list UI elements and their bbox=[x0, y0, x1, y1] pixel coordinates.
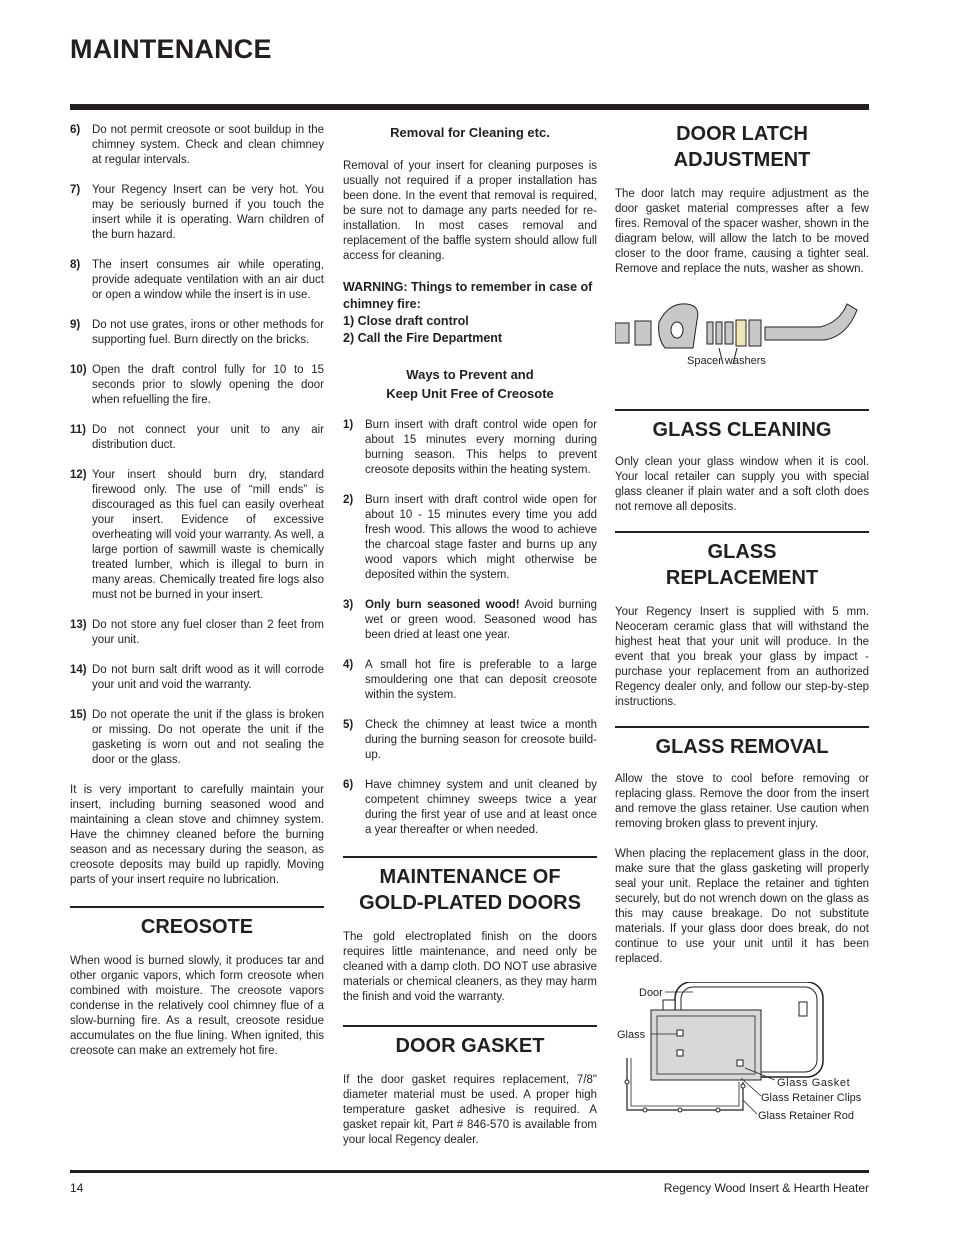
list-item-text: A small hot fire is preferable to a large smouldering one that can deposit creosote within the system. bbox=[365, 659, 597, 701]
safety-list bbox=[70, 123, 324, 768]
latch-title-line-2: ADJUSTMENT bbox=[673, 149, 811, 171]
list-item-rest: Avoid burning wet or green wood. Seasoned wood has been dried at least one year. bbox=[365, 599, 597, 641]
section-rule bbox=[615, 726, 869, 728]
glass-label: Glass bbox=[617, 1029, 646, 1041]
ways-title-line-2: Keep Unit Free of Creosote bbox=[386, 386, 554, 401]
list-item bbox=[70, 468, 324, 603]
list-item-text: Do not connect your unit to any air distribution duct. bbox=[92, 424, 324, 451]
list-item-text: Do not operate the unit if the glass is broken or missing. Do not operate the unit if the gasketing is worn out and not sealing the door or the glass. bbox=[92, 709, 324, 766]
list-item-number: 15) bbox=[70, 709, 87, 721]
list-item-text: Check the chimney at least twice a month during the burning season for creosote build-up. bbox=[365, 719, 597, 761]
glass-removal-title: GLASS REMOVAL bbox=[655, 736, 829, 758]
list-item-number: 7) bbox=[70, 184, 81, 196]
glass-door-diagram bbox=[615, 982, 869, 1132]
list-item-number: 1) bbox=[343, 419, 354, 431]
list-item-text: The insert consumes air while operating, provide adequate ventilation with an air duct or open a window while the insert is in use. bbox=[92, 259, 324, 301]
warning-step-1: 1) Close draft control bbox=[343, 314, 469, 328]
column-middle bbox=[343, 123, 597, 1163]
list-item-text: Open the draft control fully for 10 to 15 seconds prior to slowly opening the door when refuelling the fire. bbox=[92, 364, 324, 406]
list-item-text: Do not permit creosote or soot buildup in the chimney system. Check and clean chimney at regular intervals. bbox=[92, 124, 324, 166]
section-rule bbox=[615, 531, 869, 533]
list-item-text: Burn insert with draft control wide open for about 10 - 15 minutes every time you add fresh wood. This allows the wood to achieve the charcoal stage faster and burns up any wood vapors which might otherwise be deposited within the system. bbox=[365, 494, 597, 581]
ways-title bbox=[343, 365, 597, 403]
door-label: Door bbox=[639, 987, 663, 999]
glass-cleaning-title: GLASS CLEANING bbox=[652, 419, 832, 441]
glass-removal-text-1: Allow the stove to cool before removing or replacing glass. Remove the door from the insert and remove the glass retainer. Use caution when removing broken glass to prevent injury. bbox=[615, 773, 869, 830]
door-gasket-title: DOOR GASKET bbox=[395, 1035, 545, 1057]
door-latch-text: The door latch may require adjustment as the door gasket material compresses after a few fires. Removal of the spacer washer, shown in the diagram below, will allow the latch to be moved closer to the door frame, causing a tighter seal. Remove and replace the nuts, washer as shown. bbox=[615, 188, 869, 275]
list-item bbox=[70, 363, 324, 408]
glass-removal-text-2: When placing the replacement glass in the door, make sure that the glass gasketing will properly seal your unit. Replace the retainer and tighten securely, but do not wrench down on the glass as this may cause breakage. Do not substitute materials. If your glass door does break, do not continue to use your unit until it has been replaced. bbox=[615, 848, 869, 965]
list-item bbox=[343, 418, 597, 478]
section-rule bbox=[70, 906, 324, 908]
glass-retainer-clips-label: Glass Retainer Clips bbox=[761, 1092, 862, 1104]
removal-text: Removal of your insert for cleaning purposes is usually not required if a proper installation has been done. In the event that removal is required, be sure not to damage any parts needed for re-installation. In most cases removal and replacement of the baffle system should allow full access for cleaning. bbox=[343, 160, 597, 262]
list-item-emphasis: Only burn seasoned wood! bbox=[365, 599, 520, 611]
list-item bbox=[70, 708, 324, 768]
maintenance-closing-paragraph: It is very important to carefully maintain your insert, including burning seasoned wood and maintaining a clean stove and chimney system. Have the chimney cleaned before the burning season and as necessary during the season, as creosote deposits may build up rapidly. Moving parts of your insert require no lubrication. bbox=[70, 784, 324, 886]
list-item-text: Burn insert with draft control wide open for about 15 minutes every morning during burning season. This helps to prevent creosote deposits within the heating system. bbox=[365, 419, 597, 476]
list-item bbox=[70, 618, 324, 648]
list-item bbox=[70, 423, 324, 453]
gold-title-line-1: MAINTENANCE OF bbox=[379, 866, 561, 888]
list-item-number: 14) bbox=[70, 664, 87, 676]
list-item bbox=[70, 183, 324, 243]
latch-diagram bbox=[615, 292, 869, 387]
glass-repl-title-line-1: GLASS bbox=[707, 541, 777, 563]
door-latch-title bbox=[615, 121, 869, 173]
list-item-number: 8) bbox=[70, 259, 81, 271]
column-left bbox=[70, 123, 324, 1074]
list-item bbox=[70, 663, 324, 693]
section-rule bbox=[343, 1025, 597, 1027]
column-right bbox=[615, 123, 869, 1132]
removal-title: Removal for Cleaning etc. bbox=[390, 125, 550, 140]
list-item-number: 6) bbox=[343, 779, 354, 791]
list-item bbox=[343, 493, 597, 583]
list-item-text: Do not use grates, irons or other methods for supporting fuel. Burn directly on the bricks. bbox=[92, 319, 324, 346]
creosote-title: CREOSOTE bbox=[140, 916, 254, 938]
glass-cleaning-text: Only clean your glass window when it is cool. Your local retailer can supply you with special glass cleaner if plain water and a soft cloth does not remove all deposits. bbox=[615, 456, 869, 513]
spacer-washers-label: Spacer washers bbox=[687, 355, 766, 367]
ways-title-line-1: Ways to Prevent and bbox=[406, 367, 534, 382]
list-item-number: 4) bbox=[343, 659, 354, 671]
page-title: MAINTENANCE bbox=[70, 34, 272, 64]
list-item bbox=[343, 658, 597, 703]
list-item bbox=[343, 598, 597, 643]
glass-gasket-label: Glass Gasket bbox=[777, 1077, 851, 1089]
list-item-number: 3) bbox=[343, 599, 354, 611]
list-item bbox=[343, 718, 597, 763]
footer-rule bbox=[70, 1170, 869, 1173]
list-item-number: 9) bbox=[70, 319, 81, 331]
door-gasket-text: If the door gasket requires replacement, 7/8" diameter material must be used. A proper high temperature gasket adhesive is required. A gasket repair kit, Part # 846-570 is available from your local Regency dealer. bbox=[343, 1074, 597, 1146]
creosote-text: When wood is burned slowly, it produces tar and other organic vapors, which form creosote when combined with moisture. The creosote vapors condense in the relatively cool chimney flue of a slow-burning fire. As a result, creosote residue accumulates on the flue lining. When ignited, this creosote can make an extremely hot fire. bbox=[70, 955, 324, 1057]
glass-replacement-text: Your Regency Insert is supplied with 5 mm. Neoceram ceramic glass that will withstand the highest heat that your unit will produce. In the event that you break your glass by impact - purchase your replacement from an authorized Regency dealer only, and follow our step-by-step instructions. bbox=[615, 606, 869, 708]
page-number: 14 bbox=[70, 1181, 84, 1195]
list-item-number: 10) bbox=[70, 364, 87, 376]
gold-doors-title bbox=[343, 864, 597, 916]
list-item bbox=[70, 318, 324, 348]
gold-title-line-2: GOLD-PLATED DOORS bbox=[359, 892, 581, 914]
list-item bbox=[70, 123, 324, 168]
list-item-text: Do not store any fuel closer than 2 feet from your unit. bbox=[92, 619, 324, 646]
warning-heading: WARNING: Things to remember in case of chimney fire: bbox=[343, 280, 593, 311]
list-item-number: 2) bbox=[343, 494, 354, 506]
warning-step-2: 2) Call the Fire Department bbox=[343, 331, 503, 345]
list-item-number: 13) bbox=[70, 619, 87, 631]
section-rule bbox=[343, 856, 597, 858]
glass-repl-title-line-2: REPLACEMENT bbox=[665, 567, 819, 589]
gold-doors-text: The gold electroplated finish on the doors requires little maintenance, and need only be cleaned with a damp cloth. DO NOT use abrasive materials or chemical cleaners, as they may harm the finish and void the warranty. bbox=[343, 931, 597, 1003]
list-item-number: 12) bbox=[70, 469, 87, 481]
list-item-text bbox=[365, 598, 597, 643]
header-rule bbox=[70, 104, 869, 110]
glass-retainer-rod-label: Glass Retainer Rod bbox=[758, 1110, 854, 1122]
list-item-text: Do not burn salt drift wood as it will corrode your unit and void the warranty. bbox=[92, 664, 324, 691]
footer-title: Regency Wood Insert & Hearth Heater bbox=[663, 1181, 869, 1195]
section-rule bbox=[615, 409, 869, 411]
creosote-prevention-list bbox=[343, 418, 597, 838]
list-item bbox=[343, 778, 597, 838]
list-item bbox=[70, 258, 324, 303]
list-item-number: 6) bbox=[70, 124, 81, 136]
list-item-text: Your Regency Insert can be very hot. You may be seriously burned if you touch the insert while it is operating. Warn children of the burn hazard. bbox=[92, 184, 324, 241]
list-item-text: Have chimney system and unit cleaned by competent chimney sweeps twice a year during the first year of use and at least once a year thereafter or when needed. bbox=[365, 779, 597, 836]
list-item-number: 5) bbox=[343, 719, 354, 731]
glass-replacement-title bbox=[615, 539, 869, 591]
list-item-number: 11) bbox=[70, 424, 86, 436]
chimney-fire-warning bbox=[343, 279, 597, 347]
list-item-text: Your insert should burn dry, standard firewood only. The use of “mill ends” is discouraged as this fuel can easily overheat your insert. Evidence of excessive overheating will void your warranty. As well, a large portion of sawmill waste is chemically treated lumber, which is illegal to burn in many areas. Chemically treated fire logs also must not be burned in your insert. bbox=[92, 469, 324, 601]
latch-title-line-1: DOOR LATCH bbox=[676, 123, 808, 145]
